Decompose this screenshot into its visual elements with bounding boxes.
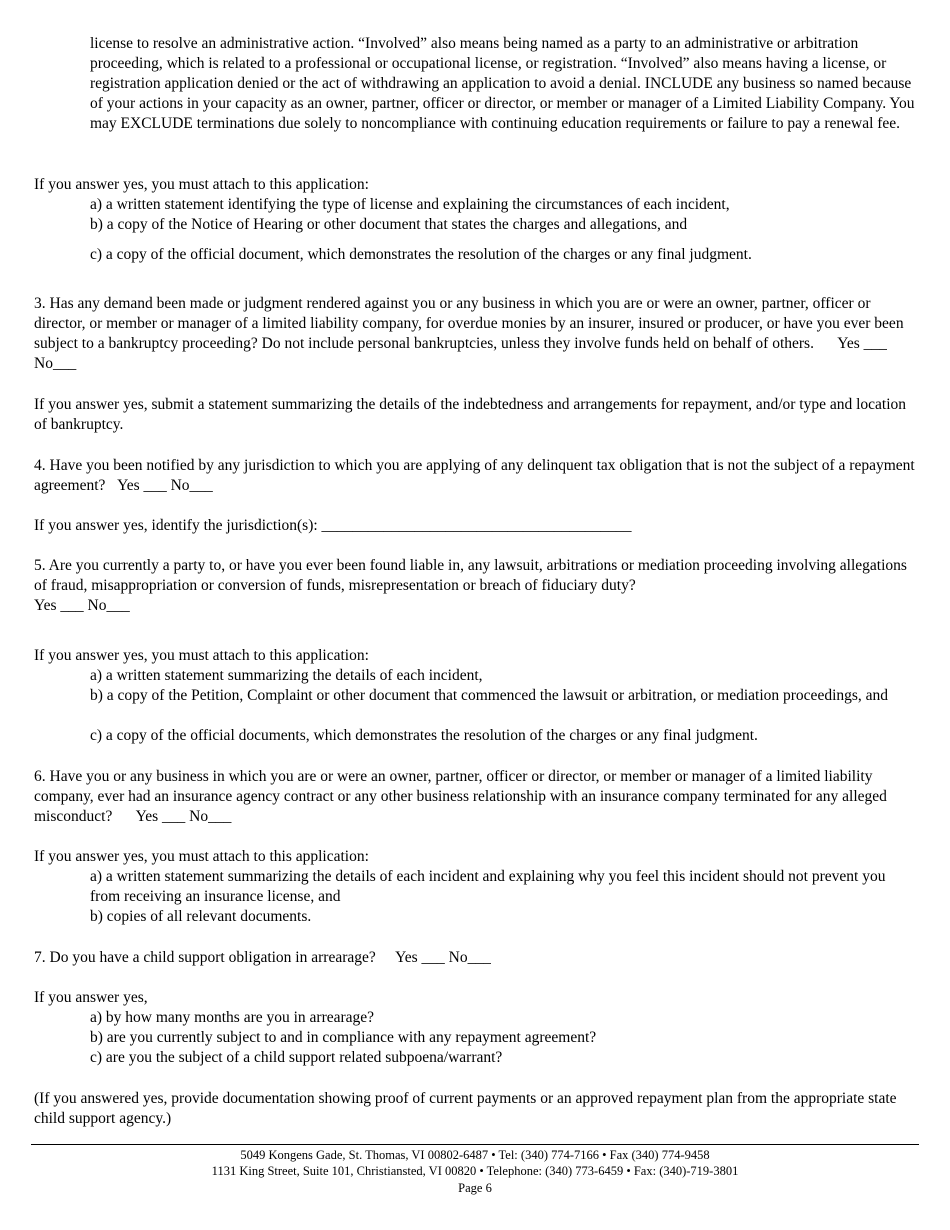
q7-item-b: b) are you currently subject to and in compliance with any repayment agreement? — [90, 1029, 597, 1046]
question-3-followup: If you answer yes, submit a statement summarizing the details of the indebtedness and arrangements for repayment, and/or type and location of bankruptcy. — [34, 396, 907, 433]
question-5-answer: Yes ___ No___ — [34, 597, 130, 614]
question-7-lead: If you answer yes, — [34, 989, 148, 1006]
question-5-lead: If you answer yes, you must attach to this application: — [34, 647, 369, 664]
question-4 — [34, 456, 919, 496]
question-3 — [34, 294, 919, 374]
question-7-answer: Yes ___ No___ — [395, 949, 491, 966]
q5-item-a: a) a written statement summarizing the details of each incident, — [90, 667, 483, 684]
q7-item-a: a) by how many months are you in arrearage? — [90, 1009, 375, 1026]
question-4-followup: If you answer yes, identify the jurisdiction(s): ________________________________________ — [34, 517, 632, 534]
question-7-note: (If you answered yes, provide documentation showing proof of current payments or an approved repayment plan from the appropriate state child support agency.) — [34, 1090, 897, 1127]
q2-item-a: a) a written statement identifying the type of license and explaining the circumstances of each incident, — [90, 196, 730, 213]
question-5 — [34, 556, 919, 616]
q7-item-c: c) are you the subject of a child support related subpoena/warrant? — [90, 1049, 503, 1066]
q5-item-b: b) a copy of the Petition, Complaint or other document that commenced the lawsuit or arbitration, or mediation proceedings, and — [90, 687, 889, 704]
question-7-text: 7. Do you have a child support obligation in arrearage? — [34, 949, 376, 966]
question-7 — [34, 948, 919, 968]
question-6-answer: Yes ___ No___ — [135, 808, 232, 825]
question-6 — [34, 767, 919, 827]
q2-item-c: c) a copy of the official document, which demonstrates the resolution of the charges or any final judgment. — [90, 246, 752, 263]
question-4-answer: Yes ___ No___ — [117, 477, 213, 494]
page-number: Page 6 — [458, 1181, 492, 1195]
intro-paragraph: license to resolve an administrative action. “Involved” also means being named as a party to an administrative or arbitration proceeding, which is related to a professional or occupational license, or registration. “Involved” also means having a license, or registration application denied or the act of withdrawing an application to avoid a denial. INCLUDE any business so named because of your actions in your capacity as an owner, partner, officer or director, or member or manager of a Limited Liability Company. You may EXCLUDE terminations due solely to noncompliance with continuing education requirements or failure to pay a renewal fee. — [90, 35, 915, 132]
q6-item-b: b) copies of all relevant documents. — [90, 908, 312, 925]
footer-address-christiansted: 1131 King Street, Suite 101, Christiansted, VI 00820 • Telephone: (340) 773-6459 • Fax: (340)-719-3801 — [211, 1164, 739, 1178]
question-3-text: 3. Has any demand been made or judgment rendered against you or any business in which you are or were an owner, partner, officer or director, or member or manager of a limited liability company, for overdue monies by an insurer, insured or producer, or have you ever been subject to a bankruptcy proceeding? Do not include personal bankruptcies, unless they involve funds held on behalf of others. — [34, 295, 904, 352]
q5-item-c: c) a copy of the official documents, which demonstrates the resolution of the charges or any final judgment. — [90, 727, 758, 744]
q2-followup-lead: If you answer yes, you must attach to this application: — [34, 176, 369, 193]
question-5-text: 5. Are you currently a party to, or have you ever been found liable in, any lawsuit, arbitrations or mediation proceeding involving allegations of fraud, misappropriation or conversion of funds, misrepresentation or breach of fiduciary duty? — [34, 557, 907, 594]
question-3-answer: Yes ___ No___ — [34, 335, 887, 372]
question-6-text: 6. Have you or any business in which you are or were an owner, partner, officer or director, or member or manager of a limited liability company, ever had an insurance agency contract or any other business relationship with an insurance company terminated for any alleged misconduct? — [34, 768, 887, 825]
question-6-lead: If you answer yes, you must attach to this application: — [34, 848, 369, 865]
q6-item-a: a) a written statement summarizing the details of each incident and explaining why you feel this incident should not prevent you from receiving an insurance license, and — [90, 868, 886, 905]
q2-item-b: b) a copy of the Notice of Hearing or other document that states the charges and allegations, and — [90, 216, 688, 233]
footer-address-st-thomas: 5049 Kongens Gade, St. Thomas, VI 00802-6487 • Tel: (340) 774-7166 • Fax (340) 774-9458 — [240, 1148, 710, 1162]
footer-divider — [31, 1144, 919, 1145]
question-4-text: 4. Have you been notified by any jurisdiction to which you are applying of any delinquent tax obligation that is not the subject of a repayment agreement? — [34, 457, 915, 494]
